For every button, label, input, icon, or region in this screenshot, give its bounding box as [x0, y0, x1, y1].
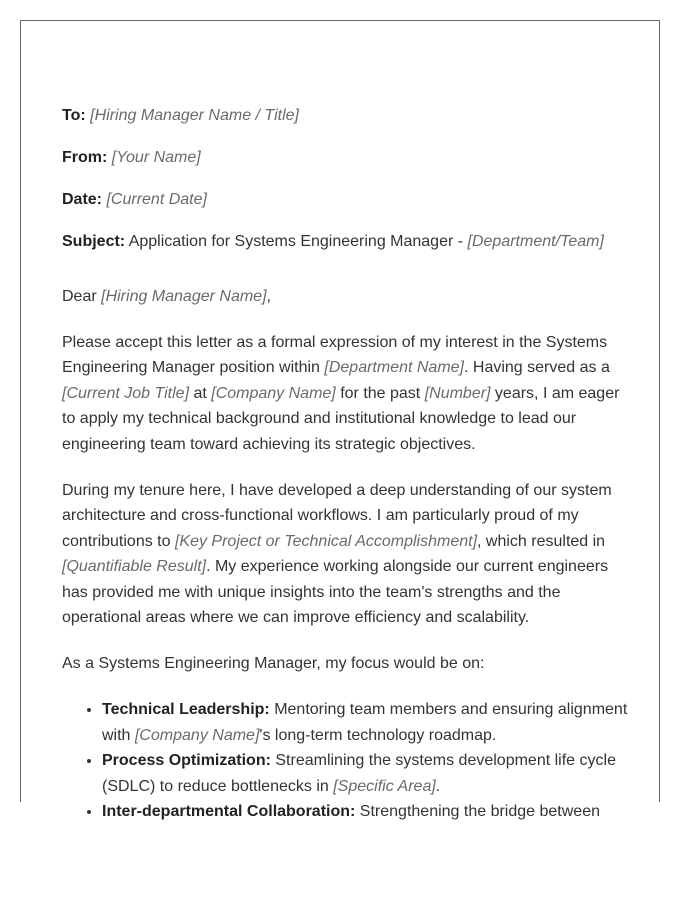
focus-list: [62, 697, 632, 825]
list-item: [102, 748, 632, 799]
list-item: [102, 697, 632, 748]
focus-item-placeholder: [Specific Area]: [333, 777, 436, 795]
to-value: [Hiring Manager Name / Title]: [90, 107, 299, 124]
focus-item-title: Process Optimization:: [102, 752, 271, 769]
p1-text-4: for the past: [335, 384, 425, 402]
p1-text-5: years, I am eager to apply my technical background and institutional knowledge to lead our engineering team toward achieving its strategic objectives.: [62, 384, 620, 453]
p1-number-placeholder: [Number]: [424, 384, 491, 402]
focus-item-text-end: 's long-term technology roadmap.: [259, 726, 497, 744]
from-line: [62, 145, 632, 171]
focus-item-text-end: .: [435, 777, 441, 795]
p1-company-placeholder: [Company Name]: [211, 384, 336, 402]
subject-label: Subject:: [62, 233, 126, 250]
date-value: [Current Date]: [106, 191, 207, 208]
salutation: [62, 284, 632, 310]
salutation-comma: ,: [266, 287, 271, 305]
list-item: [102, 799, 632, 825]
subject-dept: [Department/Team]: [467, 233, 604, 250]
letter-page: [20, 20, 660, 820]
p1-text-2: . Having served as a: [464, 359, 610, 376]
from-label: From:: [62, 149, 108, 166]
p2-result-placeholder: [Quantifiable Result]: [62, 558, 207, 575]
date-line: [62, 187, 632, 213]
to-label: To:: [62, 107, 86, 124]
subject-line: [62, 229, 632, 255]
p1-text-1: Please accept this letter as a formal expression of my interest in the Systems Engineering Manager position within: [62, 333, 608, 376]
p2-text-1: During my tenure here, I have developed a deep understanding of our system architecture and cross-functional workflows. I am particularly proud of my contributions to: [62, 481, 612, 550]
paragraph-intro: [62, 330, 632, 458]
subject-text: Application for Systems Engineering Manager -: [128, 233, 468, 250]
p2-text-3: . My experience working alongside our current engineers has provided me with unique insights into the team's strengths and the operational areas where we can improve efficiency and scalability.: [62, 558, 609, 626]
letter-content: [62, 103, 632, 825]
salutation-name: [Hiring Manager Name]: [101, 287, 267, 305]
focus-item-text: Streamlining the systems development life cycle (SDLC) to reduce bottlenecks in: [102, 752, 616, 795]
date-label: Date:: [62, 191, 103, 208]
p2-text-2: , which resulted in: [477, 532, 606, 550]
focus-item-title: Technical Leadership:: [102, 701, 270, 718]
p2-project-placeholder: [Key Project or Technical Accomplishment]: [174, 532, 478, 550]
focus-item-text: Mentoring team members and ensuring alignment with: [102, 701, 628, 744]
p1-text-3: at: [189, 384, 212, 402]
salutation-dear: Dear: [62, 287, 102, 305]
paragraph-focus-intro: [62, 651, 632, 677]
paragraph-tenure: [62, 478, 632, 631]
to-line: [62, 103, 632, 129]
focus-item-placeholder: [Company Name]: [134, 726, 260, 744]
p1-title-placeholder: [Current Job Title]: [62, 384, 190, 402]
p3-text-1: As a Systems Engineering Manager, my focus would be on:: [62, 655, 485, 672]
from-value: [Your Name]: [111, 149, 201, 166]
focus-item-title: Inter-departmental Collaboration:: [102, 803, 356, 820]
p1-dept-placeholder: [Department Name]: [324, 359, 464, 376]
focus-item-text: Strengthening the bridge between: [355, 803, 600, 820]
